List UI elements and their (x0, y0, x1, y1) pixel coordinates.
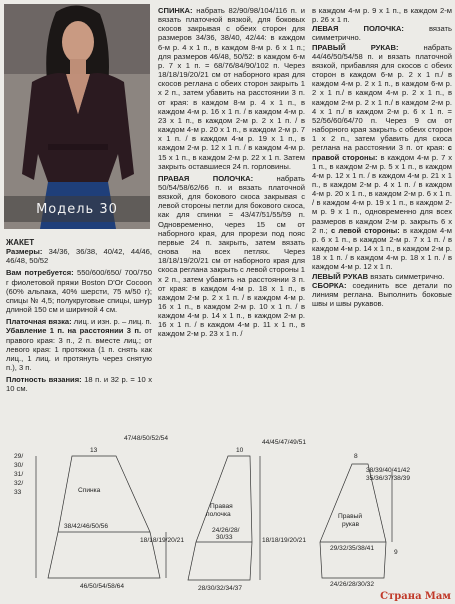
left-front-paragraph: ЛЕВАЯ ПОЛОЧКА: вязать симметрично. (312, 24, 452, 43)
decrease-paragraph: Убавление 1 п. на расстоянии 3 п. от правого края: 3 п., 2 п. вместе лиц.; от левого края: 1 протяжка (1 п. снять как лиц., 1 лиц. и протянуть через снятую п.), 3 п. (6, 326, 152, 373)
sleeve-label-2: рукав (342, 521, 360, 528)
front-chest-2: 30/33 (216, 534, 233, 541)
right-sleeve-paragraph: ПРАВЫЙ РУКАВ: набрать 44/46/50/54/58 п. и вязать платочной вязкой, прибавляя для скосов с обеих сторон в каждом 6-м р. 2 х 1 п./ в каждом 4-м р. 2 х 1 п., в каждом 6-м р. 2 х 1 п./ в каждом 4-м р. 2 х 1 п., в каждом 2-м р. 2 х 1 п./ в каждом 2-м р. 4 х 1 п./ в каждом 2-м р. 6 х 1 п. = 52/56/60/64/70 п. Через 9 см от наборного края закрыть с обеих сторон 1 х 2 п., затем убавить для скоса реглана на расстоянии 3 п. от края: с правой стороны: в каждом 4-м р. 7 х 1 п., в каждом 2-м р. 5 х 1 п., в каждом 4-м р. 12 х 1 п. / в каждом 4-м р. 21 х 1 п., в каждом 2-м р. 4 х 1 п. / в каждом 4-м р. 20 х 1 п., в каждом 2-м р. 6 х 1 п. / в каждом 4-м р. 19 х 1 п., в каждом 2-м р. 9 х 1 п., одновременно для всех размеров в каждом 2-м р. закрыть 6 х 2 п.; с левой стороны: в каждом 4-м р. 6 х 1 п., в каждом 2-м р. 7 х 1 п. / в каждом 4-м р. 14 х 1 п., в каждом 2-м р. 18 х 1 п. / в каждом 4-м р. 18 х 1 п. / в каждом 4-м р. 12 х 1 п. (312, 42, 452, 272)
sleeve-length-1: 38/39/40/41/42 (366, 467, 410, 474)
back-length-4: 32/ (14, 480, 24, 487)
column-right (312, 6, 452, 308)
sleeve-top-width: 8 (354, 453, 358, 460)
front-bottom-width: 28/30/32/34/37 (198, 585, 242, 592)
sleeve-cuff-length: 9 (394, 549, 398, 556)
front-label-2: полочка (206, 511, 231, 518)
back-length-2: 30/ (14, 462, 24, 469)
back-length-3: 31/ (14, 471, 24, 478)
front-raglan-depth: 44/45/47/49/51 (262, 439, 306, 446)
column-middle (158, 6, 305, 339)
back-bottom-width: 46/50/54/58/64 (80, 583, 124, 590)
back-length-5: 33 (14, 489, 22, 496)
pattern-diagrams (0, 428, 455, 604)
front-chest-1: 24/26/28/ (212, 527, 240, 534)
sizes-paragraph: Размеры: 34/36, 36/38, 40/42, 44/46, 46/48, 50/52 (6, 247, 152, 266)
gauge-paragraph: Плотность вязания: 18 п. и 32 р. = 10 х 10 см. (6, 375, 152, 394)
back-raglan-depth: 47/48/50/52/54 (124, 435, 168, 442)
assembly-paragraph: СБОРКА: соединить все детали по линиям реглана. Выполнить боковые швы и швы рукавов. (312, 280, 452, 308)
site-watermark: Страна Мам (380, 591, 451, 602)
model-illustration (4, 4, 150, 229)
stitch-paragraph: Платочная вязка: лиц. и изн. р. – лиц. п. (6, 317, 152, 327)
sleeve-width: 29/32/35/38/41 (330, 545, 374, 552)
front-label-1: Правая (210, 503, 233, 510)
front-neck-width: 10 (236, 447, 244, 454)
back-paragraph: СПИНКА: набрать 82/90/98/104/116 п. и вязать платочной вязкой, для боковых скосов закрывая с обеих сторон для размеров 34/36, 38/40, 42/44: в каждом 6-м р. 4 х 1 п., в каждом 8-м р. 6 х 1 п.; для размеров 46/48, 50/52: в каждом 6-м р. 7 х 1 п. = 68/76/84/90/102 п. Через 18/18/19/20/21 см от наборного края для скосов реглана с обеих сторон закрыть 1 х 2 п., затем убавить на расстоянии 3 п. от края: в каждом 8-м р. 4 х 1 п., в каждом 4-м р. 16 х 1 п. / в каждом 4-м р. 23 х 1 п., в каждом 2-м р. 2 х 1 п. / в каждом 4-м р. 20 х 1 п., в каждом 2-м р. 7 х 1 п. / в каждом 4-м р. 19 х 1 п., в каждом 2-м р. 12 х 1 п. / в каждом 4-м р. 15 х 1 п., в каждом 2-м р. 22 х 1 п. Затем закрыть оставшиеся 24 п. горловины. (158, 6, 305, 171)
front-side-length: 18/18/19/20/21 (262, 537, 306, 544)
right-front-paragraph: ПРАВАЯ ПОЛОЧКА: набрать 50/54/58/62/66 п. и вязать платочной вязкой, для бокового скоса закрывая с левой стороны петли для бокового скоса, как для спинки = 43/47/51/55/59 п. Одновременно, через 15 см от наборного края, для прорези под пояс первые 24 п. закрыть, затем вязать снова на всех петлях. Через 18/18/19/20/21 см от наборного края для скоса реглана закрыть с левой стороны 1 х 2 п., затем убавить на расстоянии 3 п. от края: в каждом 4-м р. 18 х 1 п., в каждом 2-м р. 2 х 1 п. / в каждом 4-м р. 16 х 1 п., в каждом 2-м р. 10 х 1 п. / в каждом 4-м р. 14 х 1 п., в каждом 2-м р. 16 х 1 п. / в каждом 4-м р. 11 х 1 п., в каждом 2-м р. 23 х 1 п. / (158, 173, 305, 339)
back-piece-outline (48, 456, 160, 578)
article-title: ЖАКЕТ (6, 238, 35, 247)
continued-text: в каждом 4-м р. 9 х 1 п., в каждом 2-м р. 26 х 1 п. (312, 6, 452, 25)
sleeve-label-1: Правый (338, 513, 362, 520)
model-photo (4, 4, 150, 229)
front-piece-outline (188, 456, 252, 580)
back-neck-width: 13 (90, 447, 98, 454)
model-caption: Модель 30 (36, 202, 118, 217)
back-label: Спинка (78, 487, 101, 494)
materials-paragraph: Вам потребуется: 550/600/650/ 700/750 г фиолетовой пряжи Boston D'Or Cocoon (60% альпака, 40% шерсти, 75 м/50 г); спицы № 4,5; полукруговые спицы, шнур длиной 150 см и шириной 4 см. (6, 268, 152, 315)
column-left (6, 238, 152, 394)
sleeve-bottom-width: 24/26/28/30/32 (330, 581, 374, 588)
back-length-1: 29/ (14, 453, 24, 460)
back-side-length: 18/18/19/20/21 (140, 537, 184, 544)
back-chest-width: 38/42/46/50/56 (64, 523, 108, 530)
sleeve-length-2: 35/36/37/38/39 (366, 475, 410, 482)
left-sleeve-paragraph: ЛЕВЫЙ РУКАВ вязать симметрично. (312, 271, 445, 281)
